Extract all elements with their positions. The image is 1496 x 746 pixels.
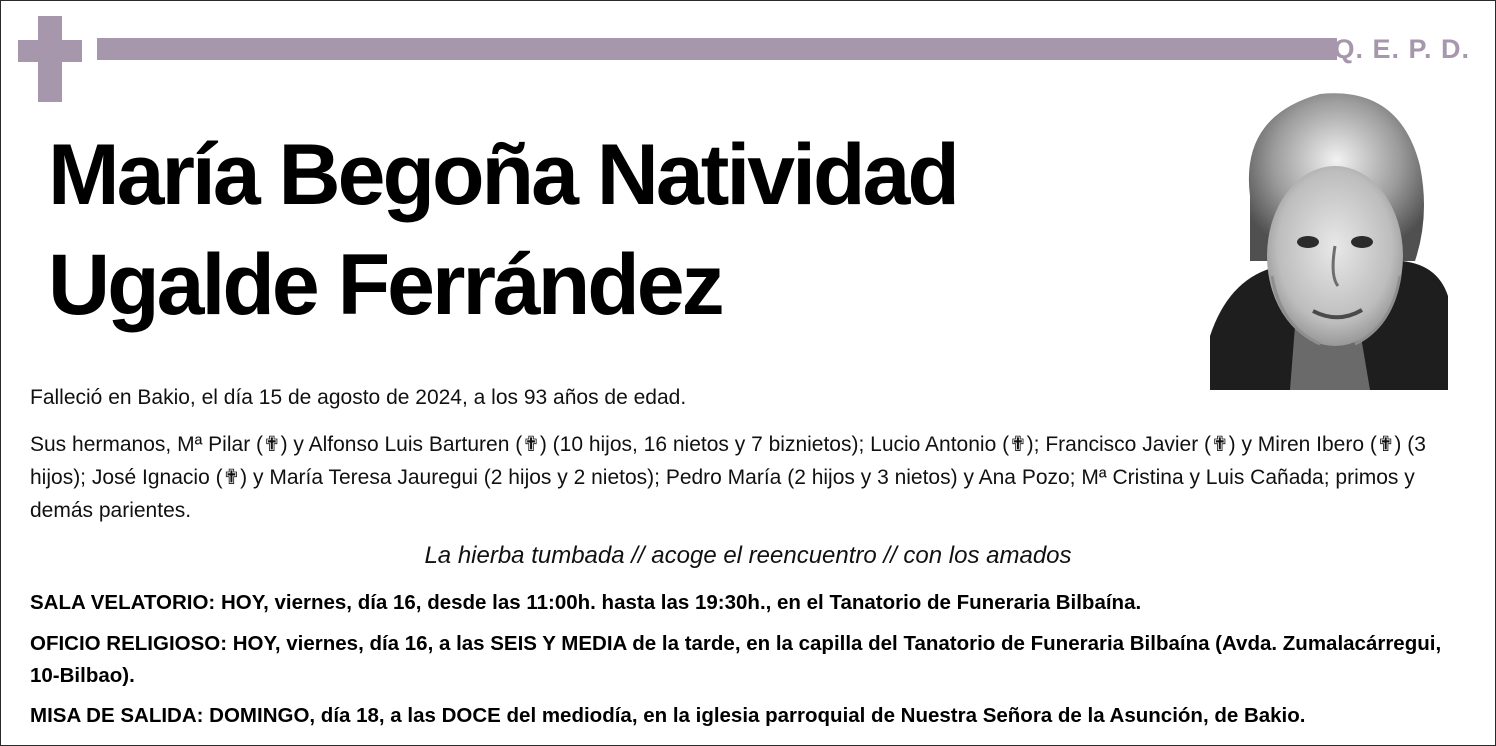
cross-icon <box>18 16 82 102</box>
family-list: Sus hermanos, Mª Pilar (✟) y Alfonso Luis Barturen (✟) (10 hijos, 16 nietos y 7 biznietos); Lucio Antonio (✟); Francisco Javier (✟) y Miren Ibero (✟) (3 hijos); José Ignacio (✟) y María Teresa Jauregui (2 hijos y 2 nietos); Pedro María (2 hijos y 3 nietos) y Ana Pozo; Mª Cristina y Luis Cañada; primos y demás parientes. <box>30 433 1426 522</box>
departure-mass-info: MISA DE SALIDA: DOMINGO, día 18, a las DOCE del mediodía, en la iglesia parroquial de Nuestra Señora de la Asunción, de Bakio. <box>30 704 1306 727</box>
religious-service-info: OFICIO RELIGIOSO: HOY, viernes, día 16, a las SEIS Y MEDIA de la tarde, en la capilla del Tanatorio de Funeraria Bilbaína (Avda. Zumalacárregui, 10-Bilbao). <box>30 632 1442 687</box>
portrait-photo <box>1210 86 1448 390</box>
portrait-image <box>1210 86 1448 390</box>
name-line-1: María Begoña Natividad <box>48 127 957 223</box>
header-bar <box>97 38 1337 60</box>
qepd-label: Q. E. P. D. <box>1333 34 1470 64</box>
wake-info: SALA VELATORIO: HOY, viernes, día 16, desde las 11:00h. hasta las 19:30h., en el Tanatorio de Funeraria Bilbaína. <box>30 591 1142 614</box>
memorial-quote: La hierba tumbada // acoge el reencuentro // con los amados <box>424 542 1072 569</box>
deceased-name <box>48 120 957 340</box>
name-line-2: Ugalde Ferrández <box>48 237 722 333</box>
death-notice: Falleció en Bakio, el día 15 de agosto de 2024, a los 93 años de edad. <box>30 386 687 409</box>
